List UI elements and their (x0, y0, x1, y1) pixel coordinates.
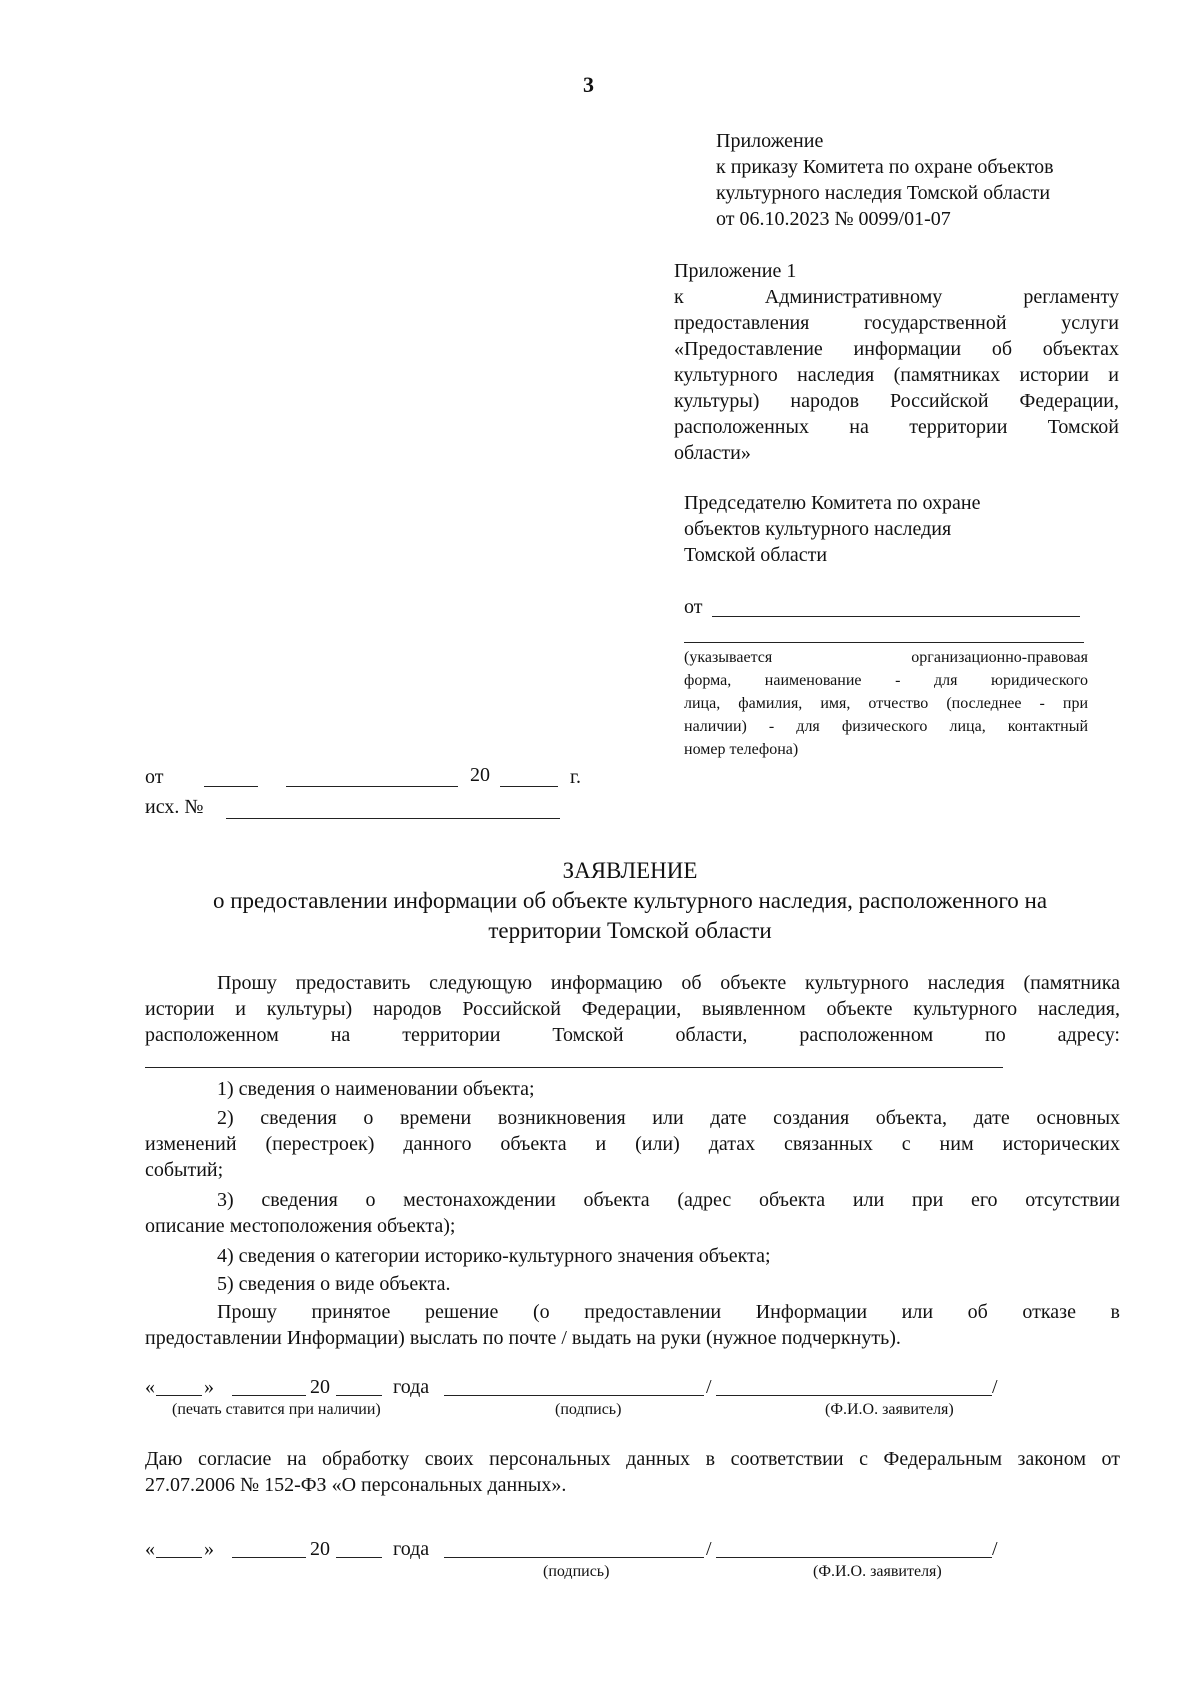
outgoing-month-line[interactable] (286, 786, 458, 787)
sig2-signature-line[interactable] (444, 1557, 704, 1558)
sig2-year-label: 20 (310, 1538, 330, 1560)
outgoing-ref-line[interactable] (226, 818, 560, 819)
info-items (145, 1076, 1120, 1351)
info-item-1: 1) сведения о наименовании объекта; (217, 1078, 535, 1100)
sig1-month-line[interactable] (232, 1395, 306, 1396)
appendix-reg-title: Приложение 1 (674, 260, 797, 282)
document-subtitle-line: территории Томской области (488, 918, 772, 943)
addressee-line: Томской области (684, 544, 828, 566)
outgoing-from-label: от (145, 766, 164, 788)
applicant-hint-line: форма, наименование - для юридического (684, 672, 1088, 689)
appendix-reg-line-last: области» (674, 442, 751, 464)
info-item-2-last: событий; (145, 1159, 224, 1181)
applicant-hint-line: наличии) - для физического лица, контактный (684, 718, 1088, 735)
sig1-note-signature: (подпись) (555, 1401, 622, 1418)
applicant-details-line[interactable] (684, 642, 1084, 643)
intro-line: истории и культуры) народов Российской Федерации, выявленном объекте культурного наследия, (145, 998, 1120, 1020)
sig2-end-slash: / (992, 1538, 998, 1560)
sig2-quote-open: « (145, 1538, 155, 1560)
sig2-note-name: (Ф.И.О. заявителя) (813, 1563, 942, 1580)
addressee-block (684, 490, 1084, 568)
sig2-quote-close: » (204, 1538, 214, 1560)
intro-paragraph (145, 970, 1120, 1048)
applicant-from-line[interactable] (712, 616, 1080, 617)
addressee-line: объектов культурного наследия (684, 518, 952, 540)
intro-line: Прошу предоставить следующую информацию об объекте культурного наследия (памятника (217, 972, 1120, 994)
applicant-from-label: от (684, 596, 703, 618)
sig2-year-line[interactable] (336, 1557, 382, 1558)
page-number: 3 (583, 72, 594, 97)
appendix-order-line: от 06.10.2023 № 0099/01-07 (716, 208, 951, 230)
consent-line: 27.07.2006 № 152-ФЗ «О персональных данных». (145, 1474, 567, 1496)
appendix-regulation-block (674, 258, 1119, 466)
sig1-note-seal: (печать ставится при наличии) (172, 1401, 381, 1418)
info-item-4: 4) сведения о категории историко-культурного значения объекта; (217, 1245, 771, 1267)
info-item-3-last: описание местоположения объекта); (145, 1215, 456, 1237)
sig1-quote-open: « (145, 1376, 155, 1398)
outgoing-ref-label: исх. № (145, 796, 204, 818)
document-subtitle-line: о предоставлении информации об объекте культурного наследия, расположенного на (212, 888, 1048, 913)
sig2-year-word: года (393, 1538, 430, 1560)
info-item-3-line: 3) сведения о местонахождении объекта (адрес объекта или при его отсутствии (217, 1189, 1120, 1211)
outgoing-year-label: 20 (470, 764, 490, 786)
intro-line: расположенном на территории Томской области, расположенном по адресу: (145, 1024, 1120, 1046)
info-item-2-line: изменений (перестроек) данного объекта и (или) датах связанных с ним исторических (145, 1133, 1120, 1155)
decision-line: Прошу принятое решение (о предоставлении Информации или об отказе в (217, 1301, 1120, 1323)
appendix-order-block (716, 128, 1116, 232)
outgoing-day-line[interactable] (204, 786, 258, 787)
appendix-reg-line: культуры) народов Российской Федерации, (674, 390, 1119, 412)
sig1-name-line[interactable] (716, 1395, 992, 1396)
object-address-line[interactable] (145, 1067, 1003, 1068)
applicant-hint-line: (указывается организационно-правовая (684, 649, 1088, 666)
sig2-note-signature: (подпись) (543, 1563, 610, 1580)
addressee-line: Председателю Комитета по охране (684, 492, 981, 514)
sig2-month-line[interactable] (232, 1557, 306, 1558)
applicant-hint-line: лица, фамилия, имя, отчество (последнее - при (684, 695, 1088, 712)
appendix-order-line: культурного наследия Томской области (716, 182, 1051, 204)
sig1-year-line[interactable] (336, 1395, 382, 1396)
consent-line: Даю согласие на обработку своих персональных данных в соответствии с Федеральным законом от (145, 1448, 1120, 1470)
appendix-reg-line: предоставления государственной услуги (674, 312, 1119, 334)
appendix-reg-line: к Административному регламенту (674, 286, 1119, 308)
sig1-year-word: года (393, 1376, 430, 1398)
sig1-day-line[interactable] (156, 1395, 202, 1396)
consent-paragraph (145, 1446, 1120, 1498)
applicant-hint-line-last: номер телефона) (684, 741, 799, 758)
appendix-order-line: Приложение (716, 130, 824, 152)
outgoing-year-line[interactable] (500, 786, 558, 787)
sig2-day-line[interactable] (156, 1557, 202, 1558)
outgoing-year-suffix: г. (570, 766, 581, 788)
sig1-end-slash: / (992, 1376, 998, 1398)
appendix-reg-line: «Предоставление информации об объектах (674, 338, 1119, 360)
sig1-signature-line[interactable] (444, 1395, 704, 1396)
appendix-order-line: к приказу Комитета по охране объектов (716, 156, 1054, 178)
sig2-name-line[interactable] (716, 1557, 992, 1558)
document-title: ЗАЯВЛЕНИЕ (562, 858, 698, 883)
sig1-note-name: (Ф.И.О. заявителя) (825, 1401, 954, 1418)
sig1-quote-close: » (204, 1376, 214, 1398)
sig1-slash: / (706, 1376, 712, 1398)
info-item-5: 5) сведения о виде объекта. (217, 1273, 451, 1295)
appendix-reg-line: расположенных на территории Томской (674, 416, 1119, 438)
appendix-reg-line: культурного наследия (памятниках истории и (674, 364, 1119, 386)
info-item-2-line: 2) сведения о времени возникновения или дате создания объекта, дате основных (217, 1107, 1120, 1129)
sig2-slash: / (706, 1538, 712, 1560)
decision-line-last: предоставлении Информации) выслать по почте / выдать на руки (нужное подчеркнуть). (145, 1327, 901, 1349)
sig1-year-label: 20 (310, 1376, 330, 1398)
applicant-hint (684, 646, 1088, 761)
